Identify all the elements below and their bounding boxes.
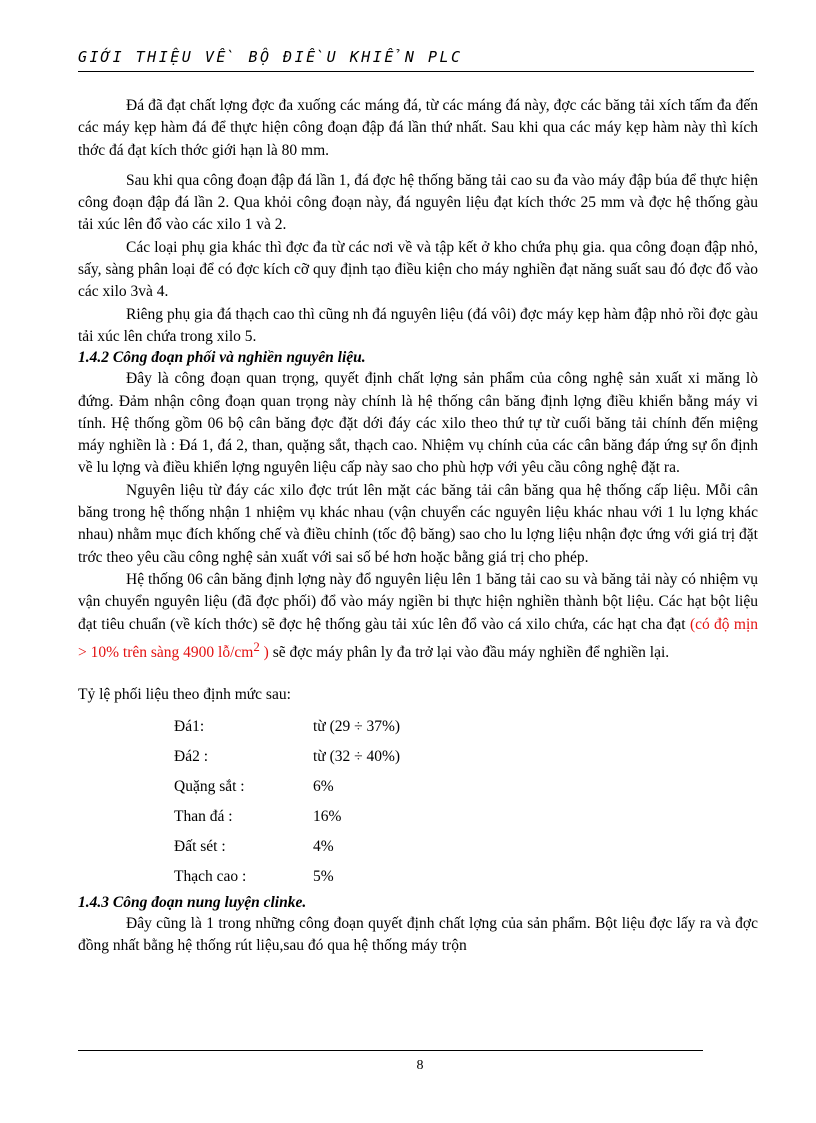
section-heading-1-4-3: 1.4.3 Công đoạn nung luyện clinke. <box>78 893 307 911</box>
ratio-row <box>174 863 400 893</box>
paragraph-7 <box>78 569 758 664</box>
page-header: GIỚI THIỆU VỀ BỘ ĐIỀU KHIỂN PLC <box>78 48 463 66</box>
footer-divider <box>78 1050 703 1051</box>
ratio-value: từ (32 ÷ 40%) <box>313 748 401 766</box>
ratio-label: Than đá : <box>174 808 233 826</box>
ratio-row <box>174 803 400 833</box>
section-heading-1-4-2: 1.4.2 Công đoạn phối và nghiền nguyên liệu. <box>78 349 366 367</box>
paragraph-3: Các loại phụ gia khác thì đợc đa từ các nơi về và tập kết ở kho chứa phụ gia. qua công đoạn đập nhỏ, sấy, sàng phân loại để có đợc kích cỡ quy định tạo điều kiện cho máy nghiền đạt năng suất sau đó đợc đổ vào các xilo 3và 4. <box>78 238 758 301</box>
paragraph-5: Đây là công đoạn quan trọng, quyết định chất lợng sản phẩm của công nghệ sản xuất xi măng lò đứng. Đảm nhận công đoạn quan trọng này chính là hệ thống cân băng định lợng điều khiển bằng máy vi tính. Hệ thống gồm 06 bộ cân băng đợc đặt dới đáy các xilo theo thứ tự từ cuối băng tải chính đến miệng máy nghiền là : Đá 1, đá 2, than, quặng sắt, thạch cao. Nhiệm vụ chính của các cân băng đáp ứng sự ổn định về lu lợng và điều khiển lợng nguyên liệu cấp này sao cho phù hợp với yêu cầu công nghệ đặt ra. <box>78 370 758 477</box>
ratio-value: 6% <box>313 778 334 796</box>
ratio-row <box>174 743 400 773</box>
fineness-note-close: ) <box>259 643 269 661</box>
fineness-note-superscript: 2 <box>253 638 260 654</box>
ratio-value: 4% <box>313 838 334 856</box>
ratio-value: 16% <box>313 808 342 826</box>
paragraph-6: Nguyên liệu từ đáy các xilo đợc trút lên mặt các băng tải cân băng qua hệ thống cấp liệu. Mỗi cân băng trong hệ thống nhận 1 nhiệm vụ khác nhau (vận chuyển các nguyên liệu khác nhau với 1 lu lợng khác nhau) nhằm mục đích khống chế và điều chỉnh (tốc độ băng) sao cho lu lợng liệu nhận đợc ứng với giá trị đặt trớc theo yêu cầu công nghệ sản xuất với sai số bé hơn hoặc bằng giá trị cho phép. <box>78 481 758 566</box>
paragraph-7-end: sẽ đợc máy phân ly đa trở lại vào đầu máy nghiền để nghiền lại. <box>268 643 670 661</box>
ratio-row <box>174 773 400 803</box>
page-number: 8 <box>416 1058 424 1073</box>
header-divider <box>78 71 754 72</box>
ratio-table <box>174 713 400 893</box>
ratio-row <box>174 713 400 743</box>
ratio-label: Thạch cao : <box>174 868 247 886</box>
paragraph-8: Đây cũng là 1 trong những công đoạn quyết định chất lợng của sản phẩm. Bột liệu đợc lấy ra và đợc đồng nhất bằng hệ thống rút liệu,sau đó qua hệ thống máy trộn <box>78 914 758 954</box>
ratio-row <box>174 833 400 863</box>
ratio-label: Đá2 : <box>174 748 209 766</box>
paragraph-4: Riêng phụ gia đá thạch cao thì cũng nh đá nguyên liệu (đá vôi) đợc máy kẹp hàm đập nhỏ rồi đợc gàu tải xúc lên chứa trong xilo 5. <box>78 305 758 345</box>
ratio-intro: Tỷ lệ phối liệu theo định mức sau: <box>78 686 291 704</box>
ratio-label: Quặng sắt : <box>174 778 245 796</box>
document-body <box>78 95 758 957</box>
paragraph-7-text: Hệ thống 06 cân băng định lợng này đổ nguyên liệu lên 1 băng tải cao su và băng tải này có nhiệm vụ vận chuyển nguyên liệu (đã đợc phối) đổ vào máy ngiền bi thực hiện nghiền thành bột liệu. Các hạt bột liệu đạt tiêu chuẩn (về kích thớc) sẽ đợc hệ thống gàu tải xúc lên đổ vào cá xilo chứa, các hạt cha đạt <box>78 570 758 633</box>
fineness-note-text: (có độ mịn > 10% trên sàng 4900 lỗ/cm <box>78 615 758 661</box>
ratio-value: từ (29 ÷ 37%) <box>313 718 401 736</box>
ratio-label: Đá1: <box>174 718 205 736</box>
paragraph-1: Đá đã đạt chất lợng đợc đa xuống các máng đá, từ các máng đá này, đợc các băng tải xích tấm đa đến các máy kẹp hàm đá để thực hiện công đoạn đập đá lần thứ nhất. Sau khi qua các máy kẹp hàm này thì kích thớc đá đạt kích thớc giới hạn là 80 mm. <box>78 97 758 159</box>
ratio-value: 5% <box>313 868 334 886</box>
ratio-label: Đất sét : <box>174 838 226 856</box>
paragraph-2: Sau khi qua công đoạn đập đá lần 1, đá đợc hệ thống băng tải cao su đa vào máy đập búa để thực hiện công đoạn đập đá lần 2. Qua khỏi công đoạn này, đá nguyên liệu đạt kích thớc 25 mm và đợc hệ thống gàu tải xúc lên đổ vào các xilo 1 và 2. <box>78 171 758 234</box>
